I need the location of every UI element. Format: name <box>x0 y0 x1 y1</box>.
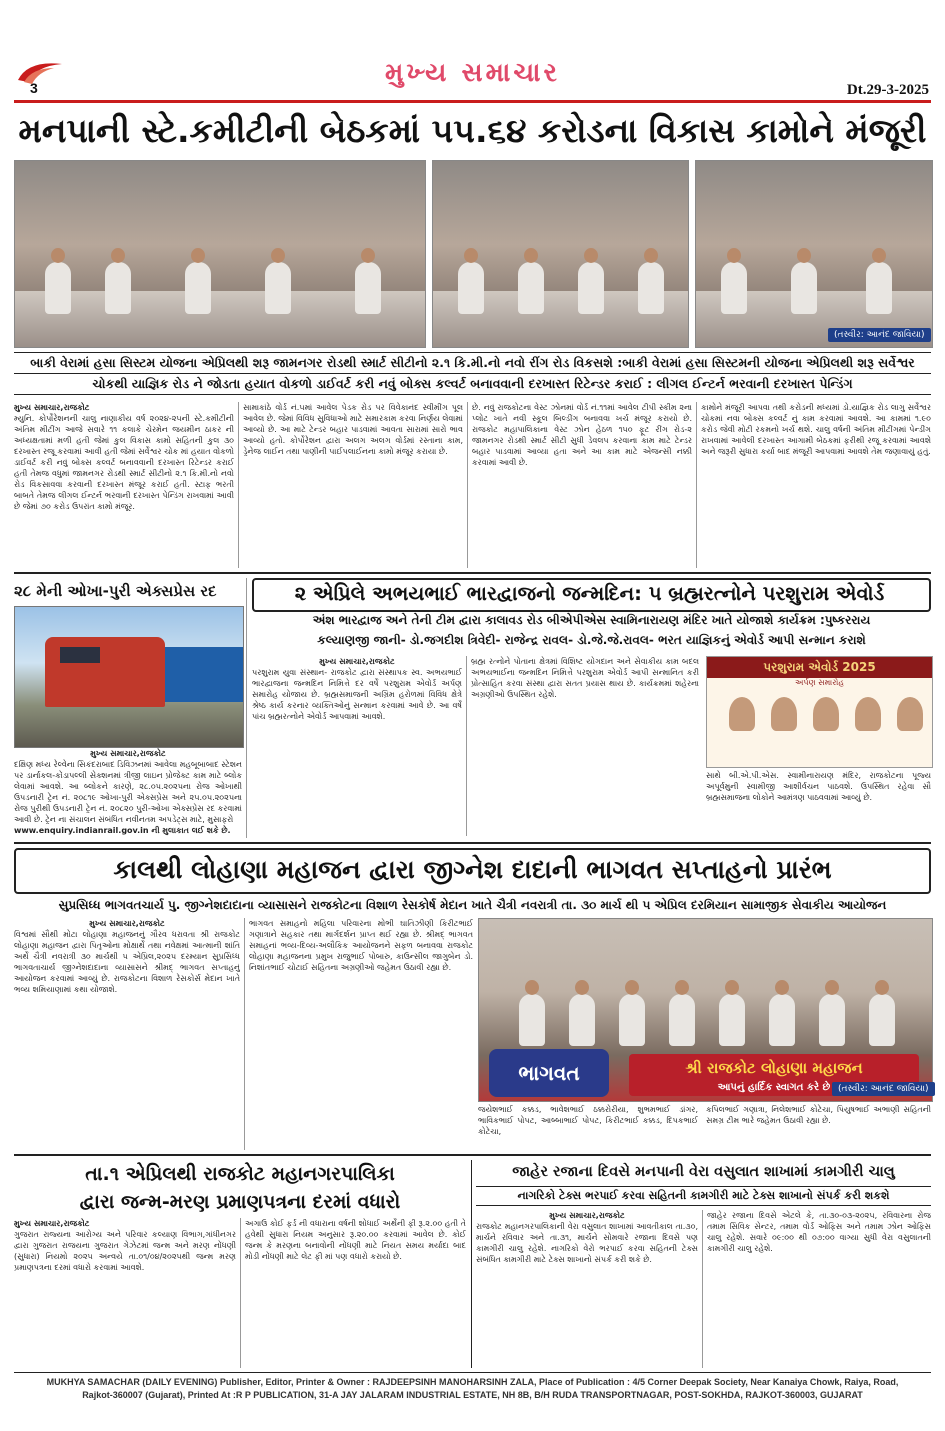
story5-column-1 <box>476 1210 698 1368</box>
masthead: મુખ્ય સમાચાર <box>385 58 560 88</box>
story4-column-1 <box>14 1218 236 1368</box>
story4-byline: મુખ્ય સમાચાર,રાજકોટ <box>14 1219 90 1228</box>
story3-column-2: ભાગવત સમાહનો મહિલા પરિવારના મોભી ઘાતિઝીણી કિરીટભાઈ ગણાત્રાને સહકાર તથા માર્ગદર્શન પ્રાપ્ત થઈ રહ્યા છે. શ્રીમદ્ ભાગવત સમાહનાં ભવ્ય-દિવ્ય-અલૌકિક આયોજનને સફળ બનાવવા રાજકોટ લોહાણા મહાજનના પ્રમુખ રાજુભાઈ પોબારુ, કાઉન્સીલ જાગુબેન ડો. નિશાંતભાઈ ચોટાઈ સહિતના અગ્રણીઓ જહેમત ઉઠાવી રહ્યા છે. <box>249 919 473 972</box>
train-body-text: દક્ષિણ મધ્ય રેલ્વેના સિકંદરાબાદ ડિવિઝનમાં આવેલા મહબૂબાબાદ સ્ટેશન પર ડાર્નાકલ-કોંડાપલ્લી સેક્શનમાં ત્રીજી લાઇન પ્રોજેક્ટ કામ માટે બ્લોક લેવામાં આવશે. આ બ્લોકને કારણે, ૨૮.૦૫.૨૦૨૫ના રોજ ઓખાથી ઉપડનારી ટ્રેન નં. ૨૦૮૧૯ ઓખા-પુરી એક્સપ્રેસ અને ૨૫.૦૫.૨૦૨૫ના રોજ પુરીથી ઉપડનારી ટ્રેન નં. ૨૦૮૨૦ પુરી-ઓખા એક્સપ્રેસ રદ કરવામાં આવી છે. ટ્રેન ના સંચાલન સંબંધિત નવીનતમ અપડેટ્સ માટે, મુસાફરો <box>14 760 242 824</box>
story5-column-2: જાહેર રજાના દિવસે એટલે કે, તા.૩૦-૦૩-૨૦૨૫, રવિવારના રોજ તમામ સિવિક સેન્ટર, તમામ વોર્ડ ઓફિસ અને તમામ ઝોન ઓફિસ ચાલુ રહેશે. સવારે ૦૯:૦૦ થી ૦૭:૦૦ વાગ્યા સુધી વેરા વસુલાતની કામગીરી ચાલુ રહેશે. <box>707 1211 931 1253</box>
train-story-body <box>14 748 242 838</box>
story1-column-4: કામોને મંજૂરી આપવા તથી કરોડની મધ્યમાં ડો.યાજ્ઞિક રોડ લાગુ સર્વેશ્વર ચોકમાં નવા બોક્સ કલ્વર્ટ નું કામ કરવામાં આવશે. આ કામમાં ૧.૯૦ કરોડ જેવી મોટી રકમનો ખર્ચ થશે. ચાલુ વર્ષની અંતિમ મીટીંગમાં પેન્ડીંગ રાખવામાં આવેલી દરખાસ્ત આગામી બેઠકમાં ફરીથી રજૂ કરવામાં આવશે અને જરૂરી સુધારા કર્યા બાદ મંજૂરી આપવામાં આવશે તેમ જણાવાયું હતું. <box>701 403 931 456</box>
header-rule <box>14 100 931 103</box>
story1-photo-middle <box>432 160 689 348</box>
train-photo <box>14 606 244 748</box>
story3-headline: કાલથી લોહાણા મહાજન દ્વારા જીગ્નેશ દાદાની ભાગવત સપ્તાહનો પ્રારંભ <box>113 855 832 884</box>
story3-column-1-text: વિશ્વમાં સૌથી મોટા લોહાણા મહાજનનું ગૌરવ ધરાવતા શ્રી રાજકોટ લોહાણા મહાજન દ્વારા પિતૃઓના મોક્ષાર્થે તથા નવેક્ષમાં આત્માની શાંતિ અર્થે ચૈત્રી નવરાત્રી ૩૦ માર્ચથી ૫ એપ્રિલ,૨૦૨૫ દરમ્યાન સુપ્રસિધ્ધ ભાગવતાચાર્ય જીગ્નેશદાદાના વ્યાસાસને શ્રીમદ્ ભાગવત સપ્તાહનું આયોજન કરવામાં આવ્યું છે. રાજકોટના વિશાળ રેસકોર્સ મેદાન ખાતે ભવ્ય શમિયાણામાં કથા યોજાશે. <box>14 930 240 994</box>
imprint-line-2: Rajkot-360007 (Gujarat), Printed At :R P PUBLICATION, 31-A JAY JALARAM INDUSTRIAL ESTATE, NH 8B, B/H RUDA TRANSPORTNAGAR, POST-SOKHDA, RAJKOT-360003, GUJARAT <box>82 1390 863 1400</box>
parshuram-award-card <box>706 656 933 768</box>
award-subtitle: અર્પણ સમારોહ <box>794 678 845 687</box>
story4-headline-line2: દ્વારા જન્મ-મરણ પ્રમાણપત્રના દરમાં વધારો <box>79 1191 401 1213</box>
story5-column-1-text: રાજકોટ મહાનગરપાલિકાની વેરા વસુલાત શાખામાં આવતીકાલ તા.૩૦, માર્ચને રવિવાર અને તા.૩૧, માર્ચને સોમવારે રજાના દિવસે પણ કામગીરી ચાલુ રહેશે. નાગરિકો વેરો ભરપાઈ કરવા સહિતની ટેક્સ સંબંધિત કામગીરી માટે ટેક્સ શાખાનો સંપર્ક કરી શકે છે. <box>476 1222 698 1264</box>
story1-photo-left <box>14 160 426 348</box>
story1-column-1 <box>14 402 234 568</box>
story1-column-3: છે. નવું રાજકોટના વેસ્ટ ઝોનમાં વોર્ડ નં.૧૧માં આવેલ ટીપી સ્કીમ ૨ના પ્લોટ ખાતે નવી સ્કૂલ બિલ્ડીંગ બનાવવા ખર્ચ મંજૂર કરાયો છે. રાજકોટ મહાપાલિકાના વેસ્ટ ઝોન હેઠળ ૧૫૦ ફૂટ રીંગ રોડ-૨ જામનગર રોડથી સ્માર્ટ સીટી સુધી ડેવલપ કરવાના કામ માટે ટેન્ડર બહાર પાડવામાં આવ્યા હતા અને આ કામ માટે એજન્સી નક્કી કરવામાં આવી છે. <box>472 403 692 467</box>
story3-column-1 <box>14 918 240 1150</box>
story3-byline: મુખ્ય સમાચાર,રાજકોટ <box>89 919 165 928</box>
stage-banner-title: શ્રી રાજકોટ લોહાણા મહાજન <box>685 1059 863 1077</box>
story2-column-1 <box>252 656 462 836</box>
issue-date: Dt.29-3-2025 <box>846 82 929 98</box>
story1-subheading-2: ચોકથી યાજ્ઞિક રોડ ને જોડતા હયાત વોકળો ડાઈવર્ટ કરી નવું બોક્સ કલ્વર્ટ બનાવવાની દરખાસ્ત રિટેન્ડર કરાઈ : લીગલ ઈન્ટર્ન ભરવાની દરખાસ્ત પેન્ડિંગ <box>14 374 931 395</box>
train-headline: ૨૮ મેની ઓખા-પુરી એક્સપ્રેસ રદ <box>14 582 217 600</box>
imprint-footer <box>14 1376 931 1402</box>
story4-headline-line1: તા.૧ એપ્રિલથી રાજકોટ મહાનગરપાલિકા <box>85 1163 395 1185</box>
train-link: www.enquiry.indianrail.gov.in ની મુલાકાત લઈ શકે છે. <box>14 826 231 835</box>
story2-byline: મુખ્ય સમાચાર,રાજકોટ <box>319 657 395 666</box>
story2-subheading-2: કલ્યાણજી જાની- ડો.જગદીશ ત્રિવેદી- રાજેન્દ્ર રાવલ- ડો.જે.જે.રાવલ- ભરત યાજ્ઞિકનું એવોર્ડ આપી સન્માન કરાશે <box>317 633 866 647</box>
story2-headline: ૨ એપ્રિલે અભયભાઈ ભારદ્વાજનો જન્મદિન: ૫ બ્રહ્મરત્નોને પરશુરામ એવોર્ડ <box>294 582 885 605</box>
story4-column-2: અગાઉ કોઈ ફર્ડ ની વધારાના વર્ષની શોધાઈ અર્થેની ફી રૂ.૨.૦૦ હતી તે હવેથી સુધારા નિયમ અનુસાર રૂ.૨૦.૦૦ કરવામાં આવેલ છે. કોઈ જન્મ કે મરણના બનાવોની નોંધણી માટે નિયત સમય મર્યાદા બાદ મોડી નોંધણી માટે લેટ ફી માં પણ વધારો કરાયો છે. <box>245 1219 466 1261</box>
story2-subheading-1: અંશ ભારદ્વાજ અને તેની ટીમ દ્વારા કાલાવડ રોડ બીએપીએસ સ્વામિનારાયણ મંદિર ખાતે યોજાશે કાર્યક્રમ :પુષ્કરરાય <box>312 613 871 627</box>
page-number: 3 <box>30 80 38 96</box>
train-byline: મુખ્ય સમાચાર,રાજકોટ <box>90 749 166 758</box>
story3-subheading: સુપ્રસિધ્ધ ભાગવતચાર્ય પુ. જીગ્નેશદાદાના વ્યાસાસને રાજકોટના વિશાળ રેસકોર્ષ મેદાન ખાતે ચૈત્રી નવરાત્રી તા. ૩૦ માર્ચ થી ૫ એપ્રિલ દરમિયાન સામાજીક સેવાકીય આયોજન <box>58 898 887 912</box>
award-title: પરશુરામ એવોર્ડ 2025 <box>707 657 932 678</box>
story2-column-3: સાથે બી.એ.પી.એસ. સ્વામીનારાયણ મંદિર, રાજકોટના પૂજ્ય અપૂર્વમુની સ્વામીજી આશીર્વચન પાઠવશે. ઉપસ્થિત રહેવા સૌ બ્રહ્મસમાજના લોકોને આમંત્રણ પાઠવવામાં આવ્યું છે. <box>706 771 931 802</box>
bhagvat-logo-text: ભાગવત <box>489 1049 609 1097</box>
story3-under-photo-2: કપિલભાઈ ગણાત્રા, નિલેશભાઈ કોટેચા, પિયુષભાઈ અભાણી સહિતની સમગ્ર ટીમ ભારે જહેમત ઉઠાવી રહ્યા છે. <box>706 1105 931 1125</box>
story1-subheading-1: બાકી વેરામાં હસા સિસ્ટમ યોજના એપ્રિલથી શરૂ જામનગર રોડથી સ્માર્ટ સીટીનો ૨.૧ કિ.મી.નો નવો રીંગ રોડ વિકસશે :બાકી વેરામાં હસા સિસ્ટમની યોજના એપ્રિલથી શરૂ સર્વેશ્વર <box>14 352 931 374</box>
story5-byline: મુખ્ય સમાચાર,રાજકોટ <box>549 1211 625 1220</box>
story1-column-2: સામાકાંઠે વોર્ડ નં.૫માં આવેલ પેડક રોડ પર વિવેકાનંદ સ્વીમીંગ પૂલ આવેલ છે. જેમાં વિવિધ સુવિધાઓ માટે સમારકામ કરવા નિર્ણય લેવામાં આવ્યો છે. આ માટે ટેન્ડર બહાર પાડવામાં આવતા સારામાં સારો ભાવ આવ્યો હતો. કોર્પોરેશન દ્વારા અલગ અલગ વોર્ડમાં રસ્તાના કામ, ડ્રેનેજ લાઈન તથા પાણીની પાઈપલાઈનના કામો મંજૂર કરાયા છે. <box>243 403 463 456</box>
story1-byline: મુખ્ય સમાચાર,રાજકોટ <box>14 403 90 412</box>
story5-headline: જાહેર રજાના દિવસે મનપાની વેરા વસુલાત શાખામાં કામગીરી ચાલુ <box>512 1164 895 1180</box>
story1-photo-credit: (તસ્વીર: આનંદ જાવિયા) <box>828 328 931 342</box>
story3-photo-credit: (તસ્વીર: આનંદ જાવિયા) <box>832 1082 935 1096</box>
story1-headline: મનપાની સ્ટે.કમીટીની બેઠકમાં ૫૫.૬૪ કરોડના વિકાસ કામોને મંજૂરી <box>18 111 927 150</box>
story3-under-photo-1: જયેશભાઈ કક્કડ, ભાવેશભાઈ ઠક્કરોરીયા, શુભમભાઈ ડાંગર, ભાવિકભાઈ પોપટ, આબ્બાભાઈ પોપટ, કિરીટભાઈ કક્કડ, દિપકભાઈ કોટેચા, <box>478 1105 698 1136</box>
stage-banner-subtitle: આપનું હાર્દિક સ્વાગત કરે છે <box>717 1082 831 1093</box>
story2-column-2: બ્રહ્મ રત્નોને પોતાના ક્ષેત્રમાં વિશિષ્ટ યોગદાન અને સેવાકીય કામ બદલ અભયભાઈના જન્મદિન નિમિત્તે પરશુરામ એવોર્ડ આપી સન્માનિત કરી પ્રોત્સાહિત કરવા સંસ્થા દ્વારા સતત પ્રયાસ થાય છે. કાર્યક્રમમાં શહેરના અગ્રણીઓ ઉપસ્થિત રહેશે. <box>471 657 699 699</box>
story1-column-1-text: મ્યુનિ. કોર્પોરેશનની ચાલુ નાણાકીય વર્ષ ૨૦૨૪-૨૫ની સ્ટે.કમીટીની અંતિમ મીટીંગ આજે સવારે ૧૧ કલાકે ચેરમેન જયમીન ઠાકર ની અધ્યક્ષતામાં મળી હતી જેમાં કુલ વિકાસ કામો સહિતની કુલ ૩૦ દરખાસ્ત રજૂ કરવામાં આવી હતી જેમાં સર્વેશ્વર ચોક માં હયાત વોકળો ડાઈવર્ટ કરી નવું બોક્સ કલ્વર્ટ બનાવવાની દરખાસ્ત રિટેન્ડર કરાઈ હતી તેમજ વધુમાં જામનગર રોડથી સ્માર્ટ સીટીનો ૨.૧ કિ.મી.નો નવો રોડ વિકસાવવા કરવાની દરખાસ્ત મંજૂર કરાઈ હતી. સ્ટાફ ભરતી બાબતે તેમજ લીગલ ઈન્ટર્ન ભરવાની દરખાસ્ત પેન્ડિંગ રાખવામાં આવી છે જેમાં ૭૦ કરોડ ઉપરાંત કામો મંજૂર. <box>14 414 234 511</box>
story2-column-1-text: પરશુરામ યુવા સંસ્થાન- રાજકોટ દ્વારા સંસ્થાપક સ્વ. અભયભાઈ ભારદ્વાજના જન્મદિન નિમિત્તે દર વર્ષે પરશુરામ એવોર્ડ અર્પણ સમારોહ યોજાય છે. બ્રહ્મસમાજની અગ્રિમ હરોળમાં વિવિધ ક્ષેત્રે શ્રેષ્ઠ કાર્ય કરનાર વ્યક્તિઓનું સન્માન કરવામાં આવે છે. આ વર્ષે પાંચ બ્રહ્મરત્નોને એવોર્ડ આપવામાં આવશે. <box>252 668 462 721</box>
story3-stage-photo <box>478 918 933 1102</box>
imprint-line-1: MUKHYA SAMACHAR (DAILY EVENING) Publisher, Editor, Printer & Owner : RAJDEEPSINH MANOHARSINH ZALA, Place of Publication : 4/5 Corner Deepak Society, Near Kanaiya Chowk, Raiya, Road, <box>46 1377 899 1387</box>
story4-column-1-text: ગુજરાત રાજ્યના આરોગ્ય અને પરિવાર કલ્યાણ વિભાગ,ગાંધીનગર દ્વારા ગુજરાત રાજયના ગુજરાત ગેઝેટમાં જન્મ અને મરણ નોંધણી (સુધારા) નિયમો ૨૦૨૫ અન્વયે તા.૦૧/૦૪/૨૦૨૫થી જન્મ મરણ પ્રમાણપત્રના દરમાં વધારો કરવામાં આવશે. <box>14 1230 236 1272</box>
story1-photo-right <box>695 160 933 348</box>
story5-subheading: નાગરિકો ટેક્સ ભરપાઈ કરવા સહિતની કામગીરી માટે ટેક્સ શાખાનો સંપર્ક કરી શકશે <box>476 1186 931 1206</box>
